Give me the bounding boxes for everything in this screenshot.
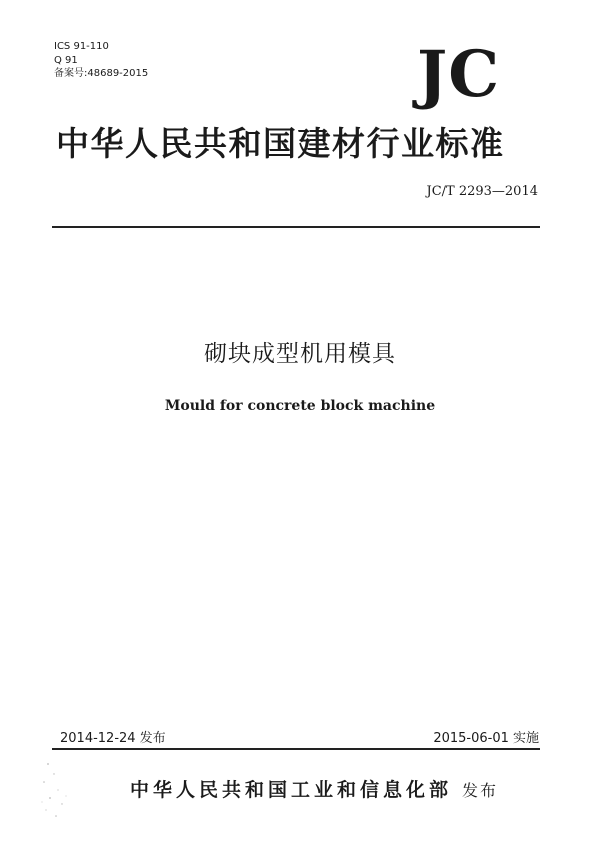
header-divider bbox=[52, 226, 540, 228]
ics-code: ICS 91-110 bbox=[54, 41, 109, 52]
issue-date: 2014-12-24 发布 bbox=[60, 731, 166, 746]
implementation-date: 2015-06-01 实施 bbox=[433, 731, 539, 746]
classification-block bbox=[54, 40, 148, 81]
english-title: Mould for concrete block machine bbox=[164, 398, 436, 414]
scan-speckle-marks bbox=[36, 752, 96, 832]
classification-code: Q 91 bbox=[54, 54, 78, 66]
standard-code: JC/T 2293—2014 bbox=[426, 184, 538, 199]
footer-divider bbox=[52, 748, 540, 750]
chinese-title: 砌块成型机用模具 bbox=[204, 341, 396, 367]
publisher-line bbox=[130, 775, 498, 802]
filing-number: 备案号:48689-2015 bbox=[54, 68, 149, 79]
jc-logo: JC bbox=[417, 37, 501, 112]
org-title: 中华人民共和国建材行业标准 bbox=[56, 124, 505, 163]
publisher-verb: 发布 bbox=[462, 781, 499, 800]
publisher-name: 中华人民共和国工业和信息化部 bbox=[130, 779, 453, 801]
